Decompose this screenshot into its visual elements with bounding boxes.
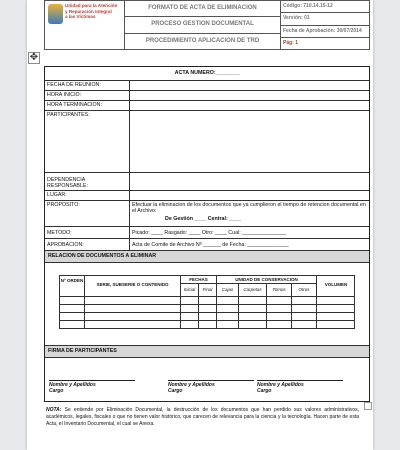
col-date-final: Final bbox=[198, 284, 216, 297]
field-label: PARTICIPANTES: bbox=[47, 112, 90, 118]
purpose-options[interactable]: De Gestión ____ Central: ____ bbox=[165, 216, 241, 222]
form-row bbox=[45, 201, 369, 227]
divider bbox=[129, 91, 130, 100]
form-row bbox=[45, 191, 369, 201]
table-move-handle-icon[interactable]: ✥ bbox=[29, 52, 39, 63]
form-row bbox=[45, 111, 369, 173]
field-label: HORA INICIO: bbox=[47, 92, 82, 98]
table-col-line bbox=[198, 297, 199, 328]
form-row bbox=[45, 227, 369, 239]
divider bbox=[129, 173, 130, 190]
col-series-header: SERIE, SUBSERIE O CONTENIDO bbox=[84, 276, 180, 297]
col-others: Otros bbox=[291, 284, 316, 297]
doc-version: Versión: 01 bbox=[281, 13, 369, 25]
acta-number-label: ACTA NUMERO:________ bbox=[174, 70, 240, 76]
table-col-line bbox=[266, 297, 267, 328]
process-title: PROCESO GESTION DOCUMENTAL bbox=[125, 17, 280, 33]
doc-code: Código: 710.14.15-12 bbox=[281, 1, 369, 13]
signatures-area bbox=[45, 358, 369, 401]
logo-line: Unidad para la Atención bbox=[65, 3, 118, 8]
field-label: METODO: bbox=[47, 230, 72, 236]
purpose-text: Efectuar la eliminacion de los documentos que ya cumplieron el tiempo de retencion documental en el Archivo: bbox=[132, 202, 366, 215]
table-col-line bbox=[291, 297, 292, 328]
table-col-line bbox=[238, 297, 239, 328]
signature-block[interactable] bbox=[168, 380, 254, 394]
table-row[interactable] bbox=[60, 297, 354, 305]
table-col-line bbox=[84, 297, 85, 328]
signature-name-label: Nombre y Apellidos bbox=[168, 382, 215, 388]
logo-line: a las Víctimas bbox=[65, 14, 96, 20]
divider bbox=[129, 81, 130, 90]
col-dates-header: FECHAS bbox=[180, 276, 216, 284]
table-row[interactable] bbox=[60, 313, 354, 321]
approval-date: Fecha de Aprobación: 30/07/2014 bbox=[281, 26, 369, 38]
approval-text[interactable]: Acta de Comite de Archivo Nº ______ de Fecha: ______________ bbox=[132, 242, 289, 248]
col-boxes: Cajas bbox=[216, 284, 238, 297]
signature-block[interactable] bbox=[257, 380, 343, 394]
table-col-line bbox=[216, 297, 217, 328]
divider bbox=[129, 239, 130, 250]
documents-table bbox=[59, 275, 355, 329]
logo-text bbox=[65, 3, 123, 20]
signature-name-label: Nombre y Apellidos bbox=[257, 382, 304, 388]
divider bbox=[129, 191, 130, 200]
header-titles bbox=[125, 1, 281, 50]
divider bbox=[129, 201, 130, 226]
field-label: PROPOSITO: bbox=[47, 202, 80, 208]
footnote bbox=[46, 407, 359, 428]
format-title: FORMATO DE ACTA DE ELIMINACION bbox=[125, 1, 280, 17]
signature-role-label: Cargo bbox=[168, 388, 183, 394]
logo-line: y Reparación Integral bbox=[65, 8, 112, 14]
col-volumes: Tomos bbox=[266, 284, 291, 297]
field-label: HORA TERMINACION: bbox=[47, 102, 102, 108]
col-unit-header: UNIDAD DE CONSERVACION bbox=[216, 276, 316, 284]
signatures-title: FIRMA DE PARTICIPANTES bbox=[48, 348, 117, 354]
signature-block[interactable] bbox=[49, 380, 135, 394]
divider bbox=[129, 111, 130, 172]
divider bbox=[129, 227, 130, 238]
document-header bbox=[44, 0, 370, 50]
note-lead: NOTA: bbox=[46, 407, 62, 413]
table-col-line bbox=[316, 297, 317, 328]
divider bbox=[129, 101, 130, 110]
signature-role-label: Cargo bbox=[49, 388, 64, 394]
col-volume-header: VOLUMEN bbox=[316, 276, 355, 297]
relation-section-header bbox=[45, 251, 369, 263]
form-row bbox=[45, 239, 369, 251]
form-row bbox=[45, 173, 369, 191]
col-folders: Carpetas bbox=[238, 284, 266, 297]
field-label: LUGAR: bbox=[47, 192, 67, 198]
table-row[interactable] bbox=[60, 321, 354, 329]
form-row bbox=[45, 91, 369, 101]
table-row[interactable] bbox=[60, 305, 354, 313]
form-row bbox=[45, 81, 369, 91]
logo-emblem-icon bbox=[48, 4, 63, 24]
logo bbox=[45, 1, 125, 50]
acta-number-row bbox=[45, 67, 369, 81]
signature-name-label: Nombre y Apellidos bbox=[49, 382, 96, 388]
col-date-initial: Inicial bbox=[180, 284, 198, 297]
method-options[interactable]: Picado: ____ Rasgado: ____ Otro: ____ Cual: _______________ bbox=[132, 230, 287, 236]
procedure-title: PROCEDIMIENTO APLICACION DE TRD bbox=[145, 37, 260, 44]
table-col-line bbox=[180, 297, 181, 328]
elimination-form bbox=[44, 66, 370, 402]
signatures-section-header bbox=[45, 346, 369, 358]
page-number: Pág: 1 bbox=[283, 39, 299, 46]
relation-area bbox=[45, 263, 369, 346]
field-label: FECHA DE REUNION: bbox=[47, 82, 101, 88]
form-row bbox=[45, 101, 369, 111]
col-order-header: Nº ORDEN bbox=[60, 276, 84, 297]
relation-title: RELACION DE DOCUMENTOS A ELIMINAR bbox=[48, 253, 157, 259]
note-text: Se entiende por Eliminación Documental, la destrucción de los documentos que han perdido sus valores administrativos, académicos, legales, fiscales o que no tienen valor histórico, que carecen de relevancia para la ciencia y la tecnología. Hacen parte de esta Acta, el Inventario Documental, el cual se Anexa. bbox=[46, 407, 359, 427]
field-label: DEPENDENCIA RESPONSABLE: bbox=[47, 177, 88, 190]
field-label: APROBACION: bbox=[47, 242, 84, 248]
signature-role-label: Cargo bbox=[257, 388, 272, 394]
paragraph-end-handle[interactable] bbox=[364, 402, 372, 410]
header-meta bbox=[281, 1, 369, 50]
